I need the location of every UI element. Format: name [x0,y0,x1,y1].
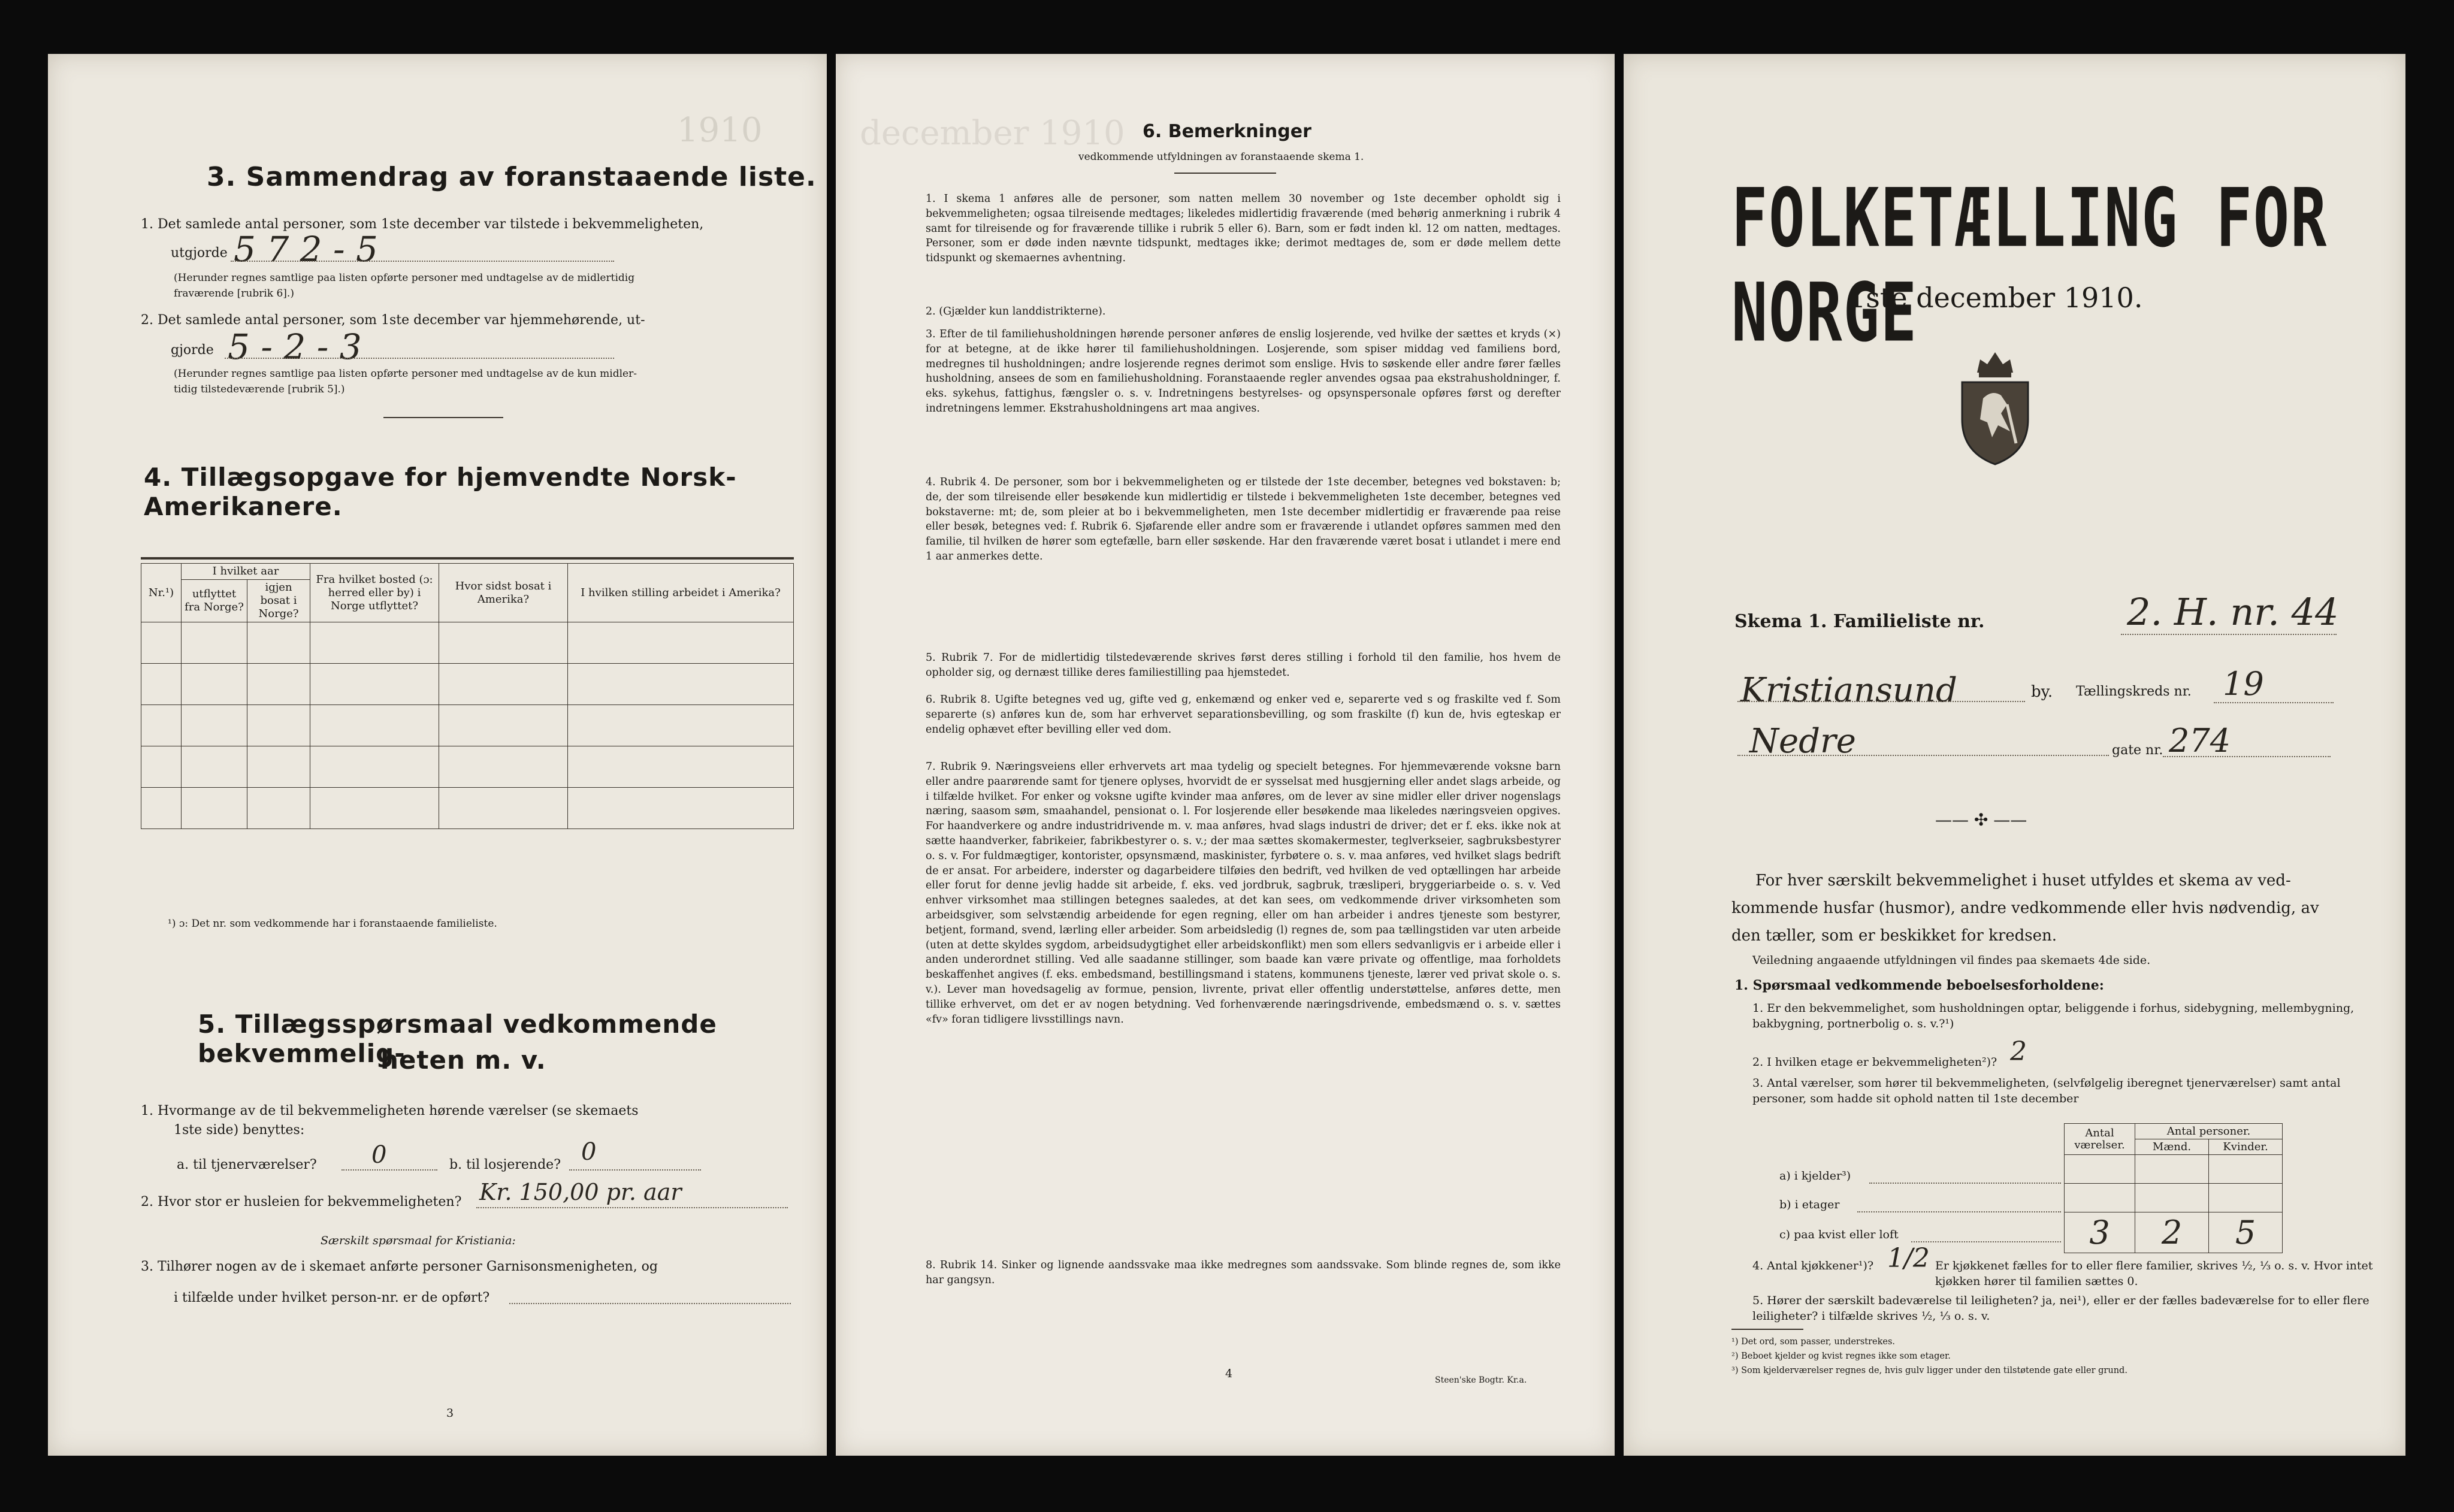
item2-note: (Herunder regnes samtlige paa listen opførte personer med undtagelse av de kun midler- [174,368,637,380]
question-2-handwritten: 2 [2010,1036,2027,1067]
remarks-title: 6. Bemerkninger [1143,121,1311,142]
table-row [2065,1212,2283,1253]
krets-handwritten: 19 [2223,665,2264,703]
q1b-handwritten: 0 [581,1138,597,1166]
footnote-3: ³) Som kjelderværelser regnes de, hvis gulv ligger under den tilstøtende gate eller grund. [1731,1366,2127,1375]
page-number: 3 [446,1407,454,1420]
table-row [141,664,794,705]
norway-coat-of-arms-icon [1950,347,2040,467]
remark-7: 7. Rubrik 9. Næringsveiens eller erhvervets art maa tydelig og specielt betegnes. For hjemmeværende voksne barn eller andre paarørende samt for tjenere oplyses, hvorvidt de er sysselsat med husgjerning eller andet slags arbeide, og i tilfælde hvilket. For enker og voksne ugifte kvinder maa anføres, om de lever av sine midler eller driver nogenslags næring, saasom søm, smaahandel, pensionat o. l. For losjerende eller besøkende maa likeledes næringsveien opgives. For haandverkere og andre industridrivende m. v. maa anføres, hvad slags industri de driver; det er f. eks. ikke nok at sætte haandverker, fabrikeier, fabrikbestyrer o. s. v.; der maa sættes skomakermester, teglverkseier, sagbruksbestyrer o. s. v. For fuldmægtiger, kontorister, opsynsmænd, maskinister, fyrbøtere o. s. v. maa anføres, ved hvilket slags bedrift de er ansat. For arbeidere, inderster og dagarbeidere tilføies den bedrift, ved hvilken de ved optællingen har arbeide eller forut for denne jevlig hadde sit arbeide, f. eks. ved jordbruk, sagbruk, træsliperi, bryggeriarbeide o. s. v. Ved enhver virksomhet maa stillingen betegnes saaledes, at det kan sees, om vedkommende driver virksomheten som arbeidsgiver, som selvstændig arbeidende for egen regning, eller om han arbeider i andres tjeneste som bestyrer, betjent, formand, svend, lærling eller arbeider. Som arbeidsledig (l) regnes de, som paa tællingstiden var uten arbeide (uten at dette skyldes sygdom, arbeidsudygtighet eller arbeidskonflikt) men som ellers sedvanligvis er i arbeide eller i anden underordnet stilling. Ved alle saadanne stillinger, som baade kan være private og offentlige, maa forholdets beskaffenhet angives (f. eks. embedsmand, bestillingsmand i statens, kommunens tjeneste, lærer ved privat skole o. s. v.). Lever man hovedsagelig av formue, pension, livrente, privat eller offentlig understøttelse, anføres dette, men tillike erhvervet, om det er av nogen betydning. Ved forhenværende næringsdrivende, embedsmænd o. s. v. sættes «fv» foran tidligere livsstillings navn. [926,761,1561,1026]
item1-handwritten: 5 7 2 - 5 [234,229,378,270]
q1a-label: a. til tjenerværelser? [177,1157,317,1172]
bleed-through-text: december 1910 [860,114,1125,153]
item1-label: utgjorde [171,246,228,261]
skema-handwritten: 2. H. nr. 44 [2127,590,2339,634]
table-row [141,705,794,746]
q1-cont: 1ste side) benyttes: [174,1123,305,1138]
col-group-year: I hvilket aar [182,564,310,580]
col-persons: Antal personer. [2135,1124,2283,1139]
col-last-residence: Hvor sidst bosat i Amerika? [439,564,568,622]
intro-line3: den tæller, som er beskikket for kredsen. [1731,927,2057,945]
table-row [2065,1155,2283,1184]
question-4-text: Er kjøkkenet fælles for to eller flere familier, skrives ½, ⅓ o. s. v. Hvor intet kjøkken hører til familien sættes 0. [1935,1259,2373,1288]
page-right [1624,54,2405,1456]
skema-label: Skema 1. Familieliste nr. [1734,611,1985,632]
intro-line1: For hver særskilt bekvemmelighet i huset utfyldes et skema av ved- [1755,872,2291,890]
intro-line4: Veiledning angaaende utfyldningen vil findes paa skemaets 4de side. [1752,954,2151,967]
table-row [141,622,794,664]
question-5: 5. Hører der særskilt badeværelse til leiligheten? ja, nei¹), eller er der fælles badeværelse for to eller flere leiligheter? i tilfælde skrives ½, ⅓ o. s. v. [1752,1294,2370,1323]
street-handwritten: Nedre [1749,722,1856,761]
item2-note2: tidig tilstedeværende [rubrik 5].) [174,383,345,395]
col-rooms: Antal værelser. [2065,1124,2135,1155]
table-row [2065,1184,2283,1212]
kristiania-heading: Særskilt spørsmaal for Kristiania: [321,1234,516,1247]
q1a-handwritten: 0 [371,1141,387,1169]
col-men: Mænd. [2135,1139,2209,1155]
item1-note2: fraværende [rubrik 6].) [174,288,294,300]
remark-5: 5. Rubrik 7. For de midlertidig tilstedeværende skrives først deres stilling i forhold til den familie, hos hvem de opholder sig, og dernæst tillike deres familiestilling paa hjemstedet. [926,652,1561,679]
col-returned: igjen bosat i Norge? [247,580,310,622]
questions-heading: 1. Spørsmaal vedkommende beboelsesforholdene: [1734,978,2104,993]
ornament: —— ✣ —— [1935,810,2027,830]
row-b-label: b) i etager [1779,1198,1840,1211]
item2-label: gjorde [171,343,214,358]
col-nr: Nr.¹) [141,564,182,622]
q3-cont: i tilfælde under hvilket person-nr. er de opført? [174,1290,490,1305]
divider [383,417,503,418]
row-a-label: a) i kjelder³) [1779,1169,1851,1183]
item1-note: (Herunder regnes samtlige paa listen opførte personer med undtagelse av de midlertidig [174,272,635,284]
intro-line2: kommende husfar (husmor), andre vedkommende eller hvis nødvendig, av [1731,899,2319,917]
remarks-subtitle: vedkommende utfyldningen av foranstaaende skema 1. [1078,151,1364,163]
page-number: 4 [1225,1367,1233,1380]
col-from: Fra hvilket bosted (ɔ: herred eller by) i Norge utflyttet? [310,564,439,622]
col-emigrated: utflyttet fra Norge? [182,580,247,622]
remark-3: 3. Efter de til familiehusholdningen hørende personer anføres de enslig losjerende, ved hvilke der sættes et kryds (×) for at betegne, at de ikke hører til familiehusholdningen. Losjerende, som spiser middag ved familiens bord, medregnes til husholdningen; andre losjerende regnes derimot som enslige. Hvis to søskende eller andre fører fælles husholdning, ansees de som en familiehusholdning. Foranstaaende regler anvendes ogsaa paa ekstrahusholdninger, f. eks. sykehus, fattighus, fængsler o. s. v. Indretningens bestyrelses- og opsynspersonale opføres først og derefter indretningens lemmer. Ekstrahusholdningens art maa angives. [926,328,1561,415]
page-middle [836,54,1615,1456]
norsk-amerikanere-table [141,563,794,829]
krets-label: Tællingskreds nr. [2076,684,2192,699]
city-handwritten: Kristiansund [1740,671,1957,710]
rooms-value: 3 [2065,1212,2135,1253]
bleed-through-text: 1910 [677,111,763,150]
men-value: 2 [2135,1212,2209,1253]
section5-title: 5. Tillægsspørsmaal vedkommende bekvemmelig- [198,1009,717,1068]
question-1: 1. Er den bekvemmelighet, som husholdningen optar, beliggende i forhus, sidebygning, mellembygning, bakbygning, portnerbolig o. s. v.?¹) [1752,1002,2355,1030]
gate-label: gate nr. [2112,743,2163,758]
question-4: 4. Antal kjøkkener¹)? [1752,1259,1874,1272]
footnote-2: ²) Beboet kjelder og kvist regnes ikke som etager. [1731,1351,1951,1361]
city-label: by. [2031,683,2053,701]
col-occupation: I hvilken stilling arbeidet i Amerika? [568,564,794,622]
remark-1: 1. I skema 1 anføres alle de personer, som natten mellem 30 november og 1ste december opholdt sig i bekvemmeligheten; ogsaa tilreisende medtages; likeledes midlertidig fraværende (med behørig anmerkning i rubrik 4 samt for tilreisende og for fraværende tillike i rubrik 5 eller 6). Barn, som er født inden kl. 12 om natten, medtages. Personer, som er døde inden nævnte tidspunkt, medtages ikke; derimot medtages de, som er døde mellem dette tidspunkt og skemaernes avhentning. [926,193,1561,265]
table-row [141,746,794,788]
table-row [141,788,794,829]
section3-item2: 2. Det samlede antal personer, som 1ste december var hjemmehørende, ut- [141,313,645,328]
page-left [48,54,827,1456]
printer-mark: Steen'ske Bogtr. Kr.a. [1435,1375,1527,1385]
item2-handwritten: 5 - 2 - 3 [228,326,362,367]
census-title: FOLKETÆLLING FOR NORGE [1731,171,2328,360]
question-2: 2. I hvilken etage er bekvemmeligheten²)? [1752,1056,1997,1069]
q2-label: 2. Hvor stor er husleien for bekvemmeligheten? [141,1195,462,1209]
question-3: 3. Antal værelser, som hører til bekvemmeligheten, (selvfølgelig iberegnet tjenerværelser) samt antal personer, som hadde sit ophold natten til 1ste december [1752,1076,2341,1105]
row-c-label: c) paa kvist eller loft [1779,1228,1899,1241]
rooms-persons-table [2064,1123,2283,1253]
section5-title-2: heten m. v. [380,1045,546,1075]
remark-8: 8. Rubrik 14. Sinker og lignende aandssvake maa ikke medregnes som aandssvake. Som blinde regnes de, som ikke har gangsyn. [926,1259,1561,1286]
section3-title: 3. Sammendrag av foranstaaende liste. [207,162,817,192]
table4-footnote: ¹) ɔ: Det nr. som vedkommende har i foranstaaende familieliste. [168,918,497,930]
gate-handwritten: 274 [2169,722,2231,760]
q1b-label: b. til losjerende? [449,1157,561,1172]
remark-4: 4. Rubrik 4. De personer, som bor i bekvemmeligheten og er tilstede der 1ste december, betegnes ved bokstaven: b; de, der som tilreisende eller besøkende kun midlertidig er tilstede i bekvemmeligheten 1ste december, betegnes ved bokstaverne: mt; de, som pleier at bo i bekvemmeligheten, men 1ste december midlertidig er fraværende paa reise eller besøk, betegnes ved: f. Rubrik 6. Sjøfarende eller andre som er fraværende i utlandet opføres sammen med den familie, til hvilken de hører som egtefælle, barn eller søskende. Har den fraværende været bosat i utlandet i mere end 1 aar anmerkes dette. [926,476,1561,563]
census-date: 1ste december 1910. [1848,282,2143,314]
section4-title: 4. Tillægsopgave for hjemvendte Norsk-Amerikanere. [144,462,737,521]
remark-2: 2. (Gjælder kun landdistrikterne). [926,306,1106,317]
col-women: Kvinder. [2209,1139,2283,1155]
section3-item1: 1. Det samlede antal personer, som 1ste december var tilstede i bekvemmeligheten, [141,217,704,232]
footnote-1: ¹) Det ord, som passer, understrekes. [1731,1337,1896,1347]
q3: 3. Tilhører nogen av de i skemaet anførte personer Garnisonsmenigheten, og [141,1259,658,1274]
q1: 1. Hvormange av de til bekvemmeligheten hørende værelser (se skemaets [141,1103,639,1118]
question-4-handwritten: 1/2 [1887,1243,1930,1274]
q2-handwritten: Kr. 150,00 pr. aar [479,1179,682,1205]
remark-6: 6. Rubrik 8. Ugifte betegnes ved ug, gifte ved g, enkemænd og enker ved e, separerte ved s og fraskilte ved f. Som separerte (s) anføres kun de, som har erhvervet separationsbevilling, og som fraskilte (f) kun de, hvis egteskap er endelig ophævet efter bevilling eller ved dom. [926,694,1561,736]
women-value: 5 [2209,1212,2283,1253]
